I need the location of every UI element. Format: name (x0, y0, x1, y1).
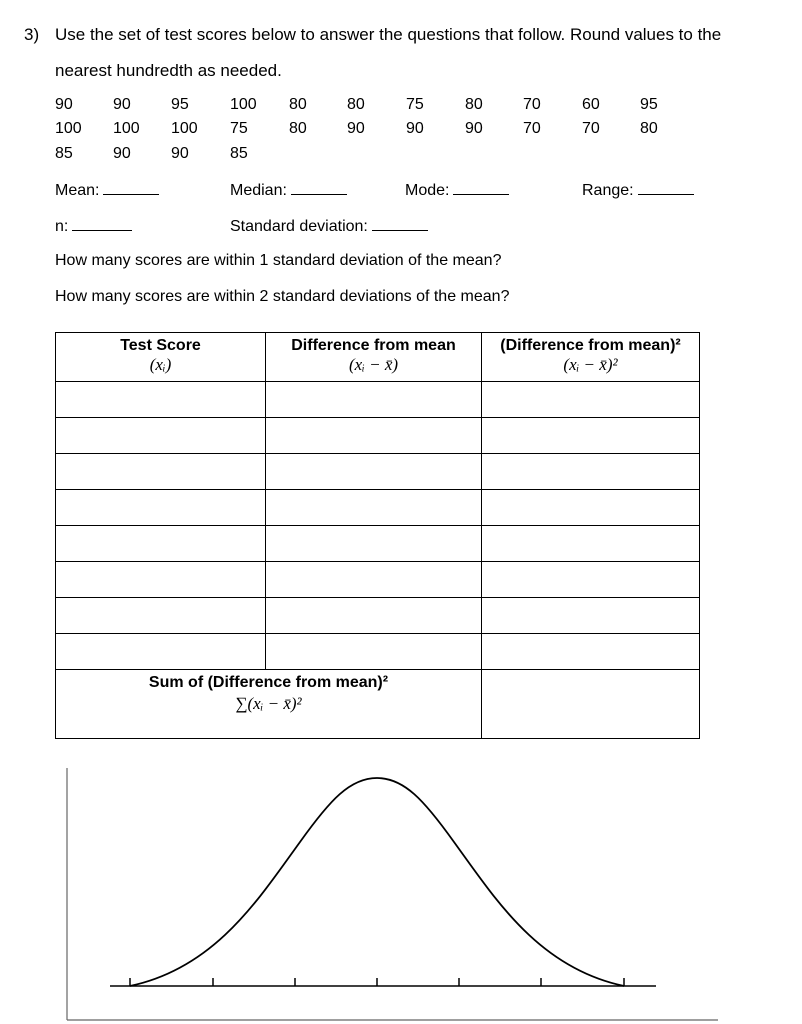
score-value: 85 (230, 145, 248, 162)
n-blank[interactable] (72, 216, 132, 231)
difference-cell[interactable] (266, 526, 482, 562)
sum-label-cell: Sum of (Difference from mean)² ∑(xᵢ − x̄)² (56, 670, 482, 739)
mode-prompt: Mode: (405, 180, 509, 200)
difference-cell[interactable] (266, 490, 482, 526)
squared-difference-cell[interactable] (482, 382, 700, 418)
score-value: 90 (113, 145, 131, 162)
within-1-sd-question: How many scores are within 1 standard deviation of the mean? (55, 252, 502, 269)
normal-curve-diagram (0, 750, 802, 1024)
test-score-cell[interactable] (56, 382, 266, 418)
median-blank[interactable] (291, 180, 347, 195)
squared-difference-cell[interactable] (482, 490, 700, 526)
test-score-cell[interactable] (56, 526, 266, 562)
test-score-cell[interactable] (56, 562, 266, 598)
std-dev-blank[interactable] (372, 216, 428, 231)
test-score-header: Test Score (xᵢ) (56, 333, 266, 382)
squared-difference-header: (Difference from mean)² (xᵢ − x̄)² (482, 333, 700, 382)
n-prompt: n: (55, 216, 132, 236)
question-number: 3) (24, 25, 40, 44)
squared-difference-cell[interactable] (482, 454, 700, 490)
squared-difference-cell[interactable] (482, 526, 700, 562)
mode-blank[interactable] (453, 180, 509, 195)
score-value: 80 (465, 96, 483, 113)
within-2-sd-question: How many scores are within 2 standard deviations of the mean? (55, 288, 510, 305)
difference-cell[interactable] (266, 634, 482, 670)
deviation-table (55, 332, 700, 739)
mean-blank[interactable] (103, 180, 159, 195)
score-value: 85 (55, 145, 73, 162)
difference-header: Difference from mean (xᵢ − x̄) (266, 333, 482, 382)
score-value: 95 (640, 96, 658, 113)
score-value: 100 (55, 120, 82, 137)
score-value: 90 (113, 96, 131, 113)
score-value: 80 (289, 96, 307, 113)
mean-prompt: Mean: (55, 180, 159, 200)
std-dev-prompt: Standard deviation: (230, 216, 428, 236)
range-prompt: Range: (582, 180, 694, 200)
test-score-cell[interactable] (56, 418, 266, 454)
score-value: 95 (171, 96, 189, 113)
difference-cell[interactable] (266, 598, 482, 634)
score-value: 70 (523, 96, 541, 113)
test-score-cell[interactable] (56, 454, 266, 490)
score-value: 80 (347, 96, 365, 113)
test-score-cell[interactable] (56, 598, 266, 634)
score-value: 70 (523, 120, 541, 137)
table-row (56, 634, 700, 670)
difference-cell[interactable] (266, 418, 482, 454)
score-value: 100 (230, 96, 257, 113)
table-row (56, 490, 700, 526)
test-score-cell[interactable] (56, 634, 266, 670)
question-line-1: Use the set of test scores below to answer the questions that follow. Round values to the (55, 25, 722, 44)
median-prompt: Median: (230, 180, 347, 200)
curve-tick-marks (130, 978, 624, 986)
table-row (56, 382, 700, 418)
table-row (56, 526, 700, 562)
score-value: 60 (582, 96, 600, 113)
question-line-2: nearest hundredth as needed. (55, 61, 282, 80)
squared-difference-cell[interactable] (482, 634, 700, 670)
sum-answer-cell[interactable] (482, 670, 700, 739)
test-score-cell[interactable] (56, 490, 266, 526)
squared-difference-cell[interactable] (482, 598, 700, 634)
table-row (56, 562, 700, 598)
table-row (56, 454, 700, 490)
score-value: 100 (113, 120, 140, 137)
squared-difference-cell[interactable] (482, 562, 700, 598)
squared-difference-cell[interactable] (482, 418, 700, 454)
score-value: 90 (55, 96, 73, 113)
table-header-row (56, 333, 700, 382)
difference-cell[interactable] (266, 454, 482, 490)
score-value: 90 (465, 120, 483, 137)
score-value: 90 (406, 120, 424, 137)
score-value: 100 (171, 120, 198, 137)
score-value: 90 (171, 145, 189, 162)
range-blank[interactable] (638, 180, 694, 195)
table-sum-row (56, 670, 700, 739)
score-value: 80 (289, 120, 307, 137)
score-value: 70 (582, 120, 600, 137)
difference-cell[interactable] (266, 382, 482, 418)
score-value: 75 (230, 120, 248, 137)
score-value: 75 (406, 96, 424, 113)
table-row (56, 418, 700, 454)
table-row (56, 598, 700, 634)
difference-cell[interactable] (266, 562, 482, 598)
score-value: 90 (347, 120, 365, 137)
bell-curve (130, 778, 624, 986)
score-value: 80 (640, 120, 658, 137)
